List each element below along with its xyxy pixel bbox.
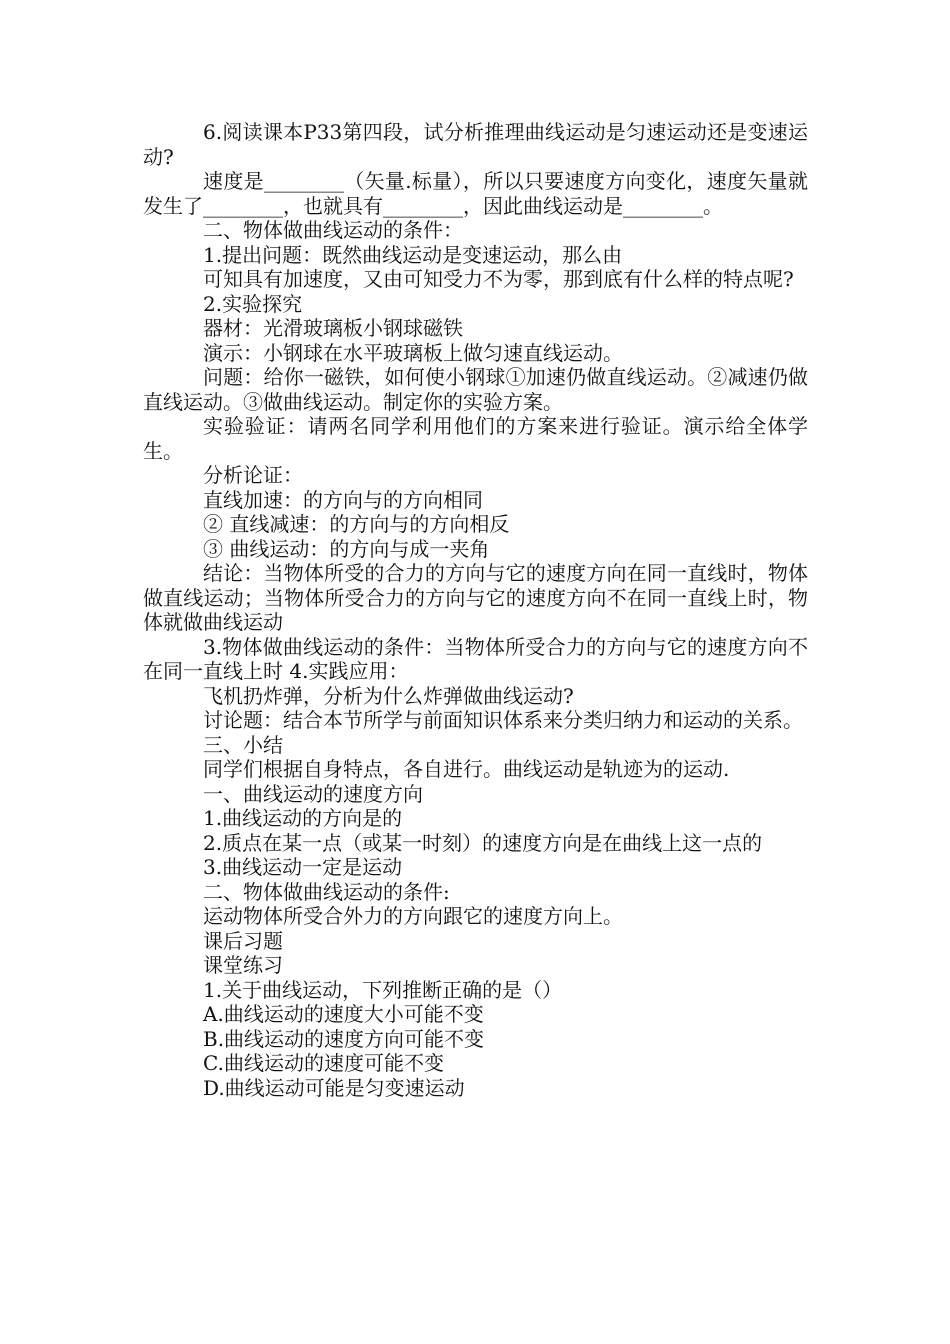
verification-line: 实验验证：请两名同学利用他们的方案来进行验证。演示给全体学生。 bbox=[143, 414, 808, 463]
analysis-decelerate: ② 直线减速：的方向与的方向相反 bbox=[203, 512, 510, 536]
summary-condition-heading: 二、物体做曲线运动的条件: bbox=[203, 879, 450, 904]
step-1-continued: 可知具有加速度，又由可知受力不为零，那到底有什么样的特点呢? bbox=[203, 267, 794, 291]
analysis-accelerate: 直线加速：的方向与的方向相同 bbox=[203, 487, 483, 512]
summary-point-2: 2.质点在某一点（或某一时刻）的速度方向是在曲线上这一点的 bbox=[203, 830, 763, 855]
application-bomb: 飞机扔炸弹，分析为什么炸弹做曲线运动? bbox=[203, 683, 574, 708]
option-c: C.曲线运动的速度可能不变 bbox=[203, 1051, 444, 1075]
velocity-fill-blank: 速度是________（矢量.标量），所以只要速度方向变化，速度矢量就发生了________，也就具有________，因此曲线运动是________。 bbox=[143, 169, 808, 218]
analysis-heading: 分析论证： bbox=[203, 463, 303, 487]
demo-line: 演示：小钢球在水平玻璃板上做匀速直线运动。 bbox=[203, 340, 623, 365]
step-2-experiment: 2.实验探究 bbox=[203, 291, 303, 316]
summary-point-3: 3.曲线运动一定是运动 bbox=[203, 855, 403, 879]
summary-point-1: 1.曲线运动的方向是的 bbox=[203, 806, 403, 830]
summary-heading: 三、小结 bbox=[203, 732, 283, 757]
analysis-curve: ③ 曲线运动：的方向与成一夹角 bbox=[203, 536, 490, 561]
conclusion-line: 结论：当物体所受的合力的方向与它的速度方向在同一直线时，物体做直线运动；当物体所受合力的方向与它的速度方向不在同一直线上时，物体就做曲线运动 bbox=[143, 561, 808, 634]
reading-question-6: 6.阅读课本P33第四段，试分析推理曲线运动是匀速运动还是变速运动? bbox=[143, 120, 808, 169]
summary-intro: 同学们根据自身特点，各自进行。曲线运动是轨迹为的运动. bbox=[203, 757, 730, 781]
homework-heading: 课后习题 bbox=[203, 928, 283, 953]
option-a: A.曲线运动的速度大小可能不变 bbox=[203, 1002, 484, 1026]
step-3-condition: 3.物体做曲线运动的条件：当物体所受合力的方向与它的速度方向不在同一直线上时 4.实践应用： bbox=[143, 634, 808, 683]
document-page bbox=[143, 120, 808, 1100]
section-heading-conditions: 二、物体做曲线运动的条件： bbox=[203, 218, 463, 242]
exercise-question-1: 1.关于曲线运动，下列推断正确的是（） bbox=[203, 977, 563, 1002]
exercise-heading: 课堂练习 bbox=[203, 953, 283, 977]
option-b: B.曲线运动的速度方向可能不变 bbox=[203, 1026, 485, 1051]
option-d: D.曲线运动可能是匀变速运动 bbox=[203, 1075, 465, 1100]
materials-line: 器材：光滑玻璃板小钢球磁铁 bbox=[203, 316, 463, 340]
discussion-line: 讨论题：结合本节所学与前面知识体系来分类归纳力和运动的关系。 bbox=[203, 708, 803, 732]
summary-velocity-heading: 一、曲线运动的速度方向 bbox=[203, 781, 423, 806]
summary-condition-text: 运动物体所受合外力的方向跟它的速度方向上。 bbox=[203, 904, 623, 928]
step-1-question: 1.提出问题：既然曲线运动是变速运动，那么由 bbox=[203, 242, 623, 267]
problem-line: 问题：给你一磁铁，如何使小钢球①加速仍做直线运动。②减速仍做直线运动。③做曲线运动。制定你的实验方案。 bbox=[143, 365, 808, 414]
